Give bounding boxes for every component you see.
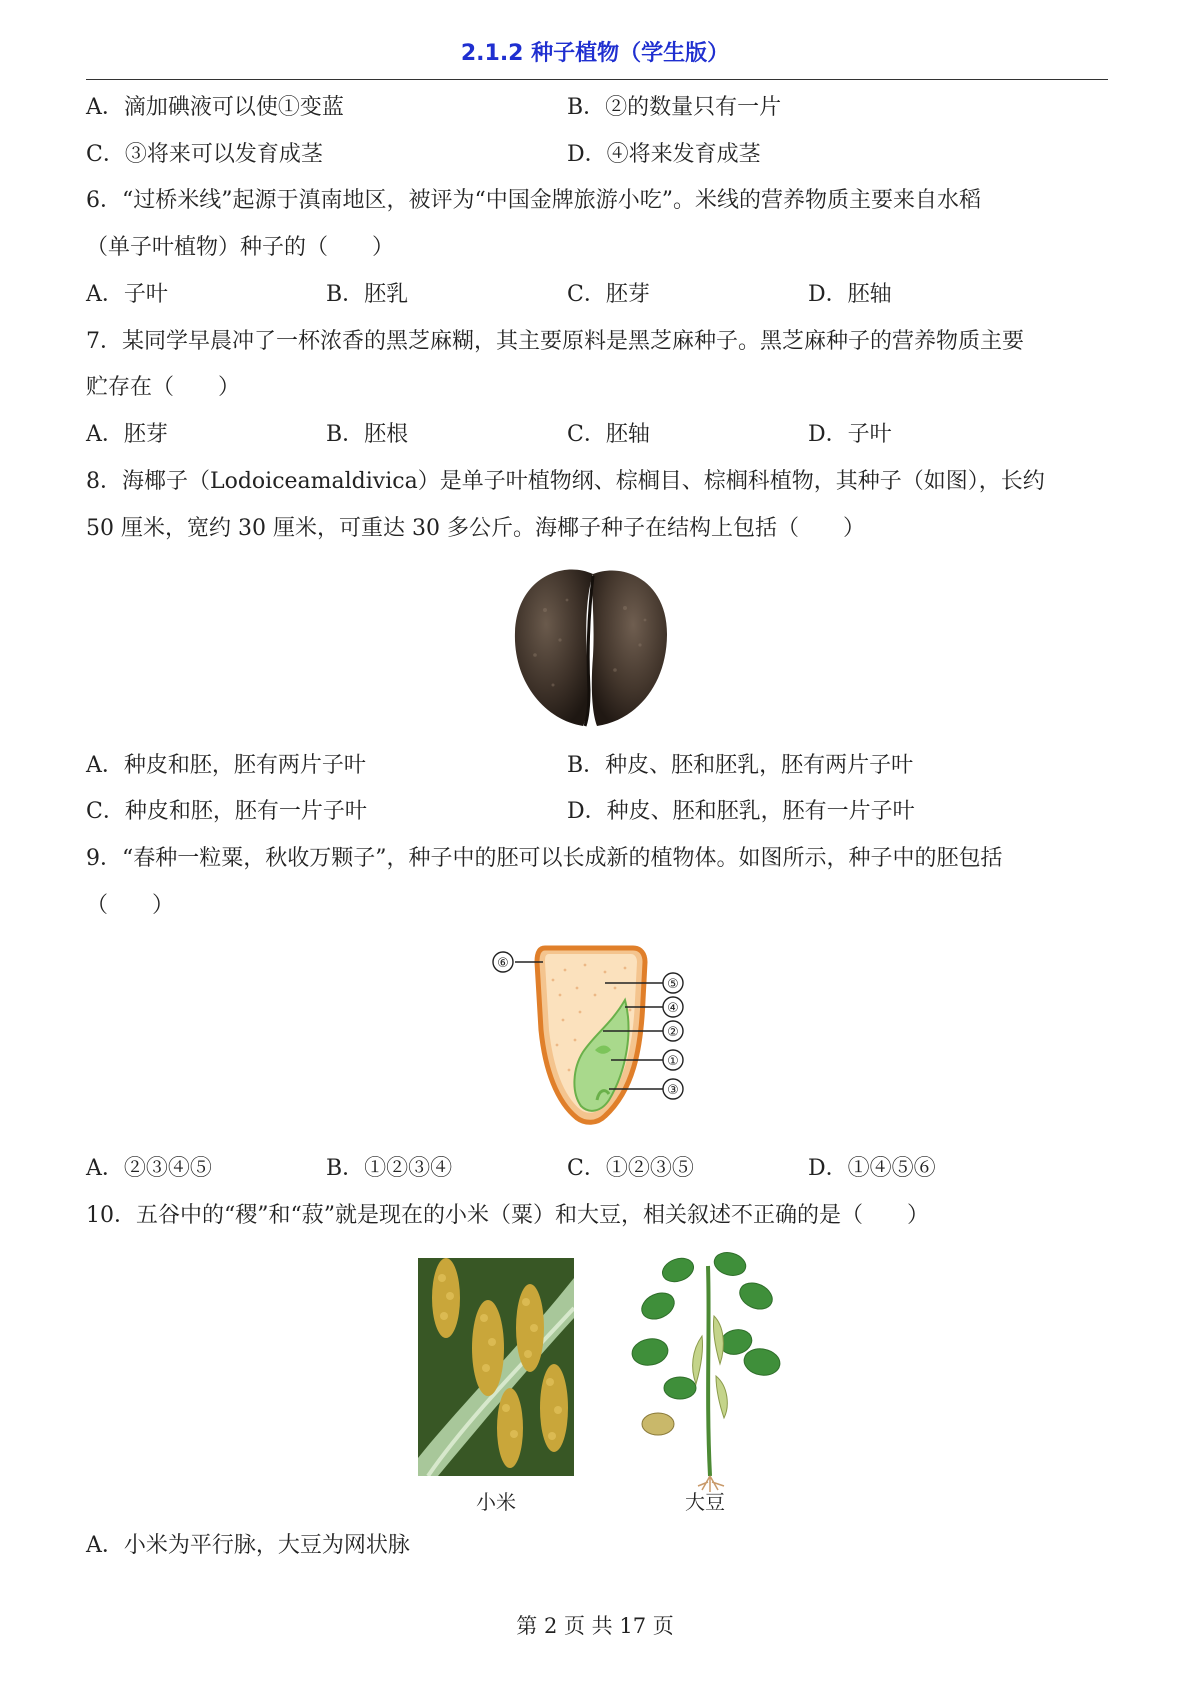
- label-6: ⑥: [497, 956, 509, 971]
- millet-photo: [418, 1258, 574, 1476]
- coco-de-mer-seed-image: [505, 560, 675, 730]
- q6-stem-line2: （单子叶植物）种子的（ ）: [86, 235, 395, 260]
- label-3: ③: [667, 1083, 679, 1098]
- soybean-plant-illustration: [628, 1246, 788, 1492]
- q6-option-a: A．子叶: [86, 282, 168, 307]
- q7-option-d: D．子叶: [808, 422, 892, 447]
- q7-stem-line2: 贮存在（ ）: [86, 375, 241, 400]
- q9-option-b: B．①②③④: [326, 1156, 453, 1181]
- q8-stem-line2: 50 厘米，宽约 30 厘米，可重达 30 多公斤。海椰子种子在结构上包括（ ）: [86, 516, 865, 541]
- q7-stem-line1: 7．某同学早晨冲了一杯浓香的黑芝麻糊，其主要原料是黑芝麻种子。黑芝麻种子的营养物质主要: [86, 329, 1025, 354]
- corn-seed-structure-diagram: [485, 940, 705, 1130]
- q9-stem-line2: （ ）: [86, 893, 175, 918]
- millet-caption: 小米: [476, 1490, 516, 1514]
- q9-option-a: A．②③④⑤: [86, 1156, 212, 1181]
- q8-option-d: D．种皮、胚和胚乳，胚有一片子叶: [567, 799, 915, 824]
- q5-option-a: A．滴加碘液可以使①变蓝: [86, 95, 344, 120]
- q5-option-b: B．②的数量只有一片: [567, 95, 782, 120]
- q6-stem-line1: 6．“过桥米线”起源于滇南地区，被评为“中国金牌旅游小吃”。米线的营养物质主要来自水稻: [86, 188, 981, 213]
- page-header-title: 2.1.2 种子植物（学生版）: [460, 41, 730, 66]
- q6-option-c: C．胚芽: [567, 282, 650, 307]
- q8-stem-line1: 8．海椰子（Lodoiceamaldivica）是单子叶植物纲、棕榈目、棕榈科植物，其种子（如图），长约: [86, 469, 1045, 494]
- page-number-footer: 第 2 页 共 17 页: [516, 1614, 674, 1638]
- q5-option-c: C．③将来可以发育成茎: [86, 142, 323, 167]
- q7-option-a: A．胚芽: [86, 422, 168, 447]
- q9-stem-line1: 9．“春种一粒粟，秋收万颗子”，种子中的胚可以长成新的植物体。如图所示，种子中的胚包括: [86, 846, 1003, 871]
- q9-option-c: C．①②③⑤: [567, 1156, 694, 1181]
- label-4: ④: [667, 1001, 679, 1016]
- q8-option-a: A．种皮和胚，胚有两片子叶: [86, 753, 366, 778]
- q10-stem-line1: 10．五谷中的“稷”和“菽”就是现在的小米（粟）和大豆，相关叙述不正确的是（ ）: [86, 1203, 929, 1228]
- label-5: ⑤: [667, 977, 679, 992]
- q8-option-b: B．种皮、胚和胚乳，胚有两片子叶: [567, 753, 914, 778]
- q5-option-d: D．④将来发育成茎: [567, 142, 761, 167]
- soybean-caption: 大豆: [685, 1490, 725, 1514]
- q6-option-b: B．胚乳: [326, 282, 409, 307]
- header-divider: [86, 79, 1108, 80]
- q6-option-d: D．胚轴: [808, 282, 892, 307]
- label-2: ②: [667, 1025, 679, 1040]
- q7-option-b: B．胚根: [326, 422, 409, 447]
- q9-option-d: D．①④⑤⑥: [808, 1156, 936, 1181]
- label-1: ①: [667, 1054, 679, 1069]
- q8-option-c: C．种皮和胚，胚有一片子叶: [86, 799, 367, 824]
- q7-option-c: C．胚轴: [567, 422, 650, 447]
- q10-option-a: A．小米为平行脉，大豆为网状脉: [86, 1533, 410, 1558]
